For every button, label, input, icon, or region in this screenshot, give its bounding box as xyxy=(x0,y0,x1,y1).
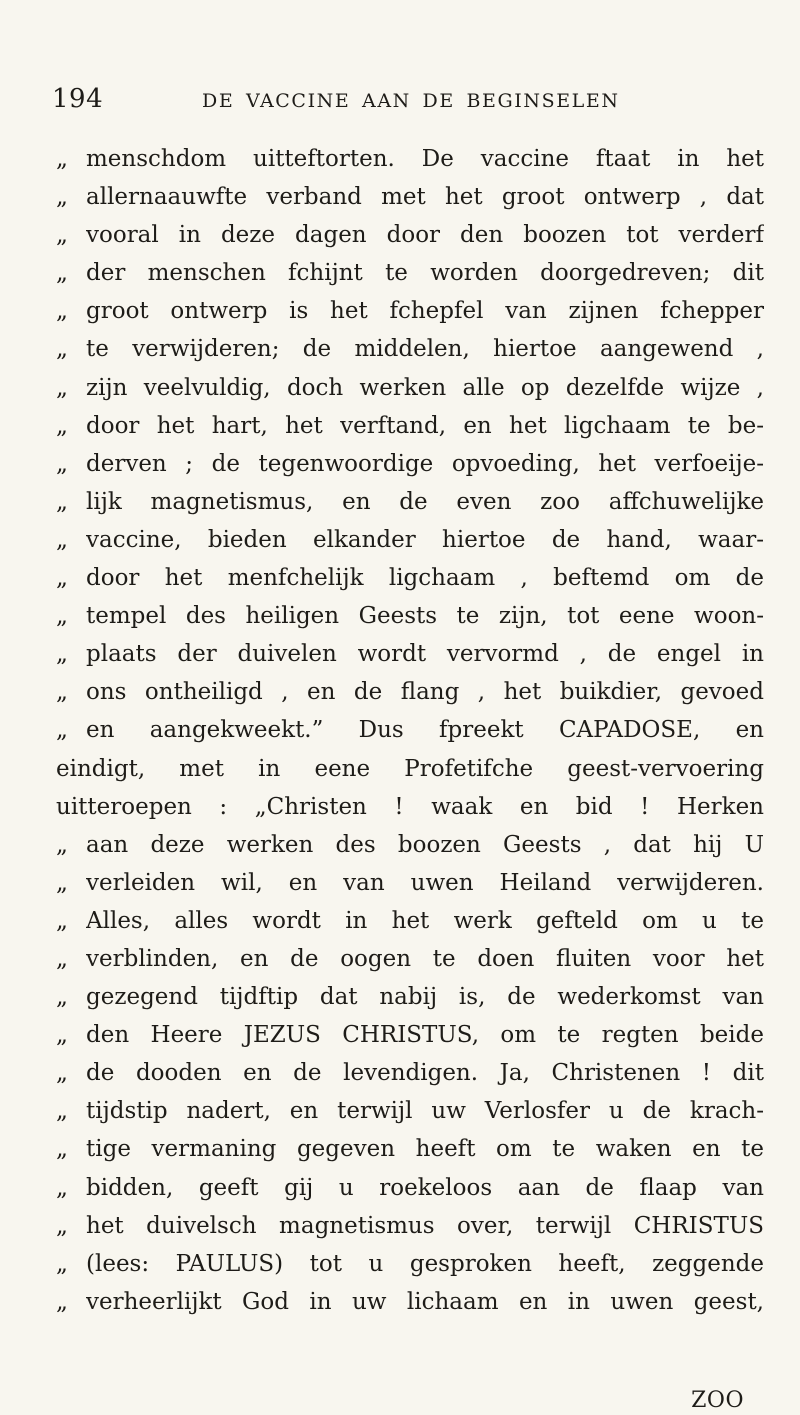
quote-mark: „ xyxy=(56,565,68,592)
quote-mark: „ xyxy=(56,1174,68,1201)
running-head xyxy=(52,84,752,124)
text-line xyxy=(56,978,764,1016)
line-text: het duivelsch magnetismus over, terwijl CHRISTUS xyxy=(86,1212,764,1239)
line-text: (lees: PAULUS) tot u gesproken heeft, zeggende xyxy=(86,1250,764,1277)
text-line xyxy=(56,483,764,521)
line-text: aan deze werken des boozen Geests , dat hij U xyxy=(86,831,764,858)
body-text xyxy=(56,140,764,1321)
quote-mark: „ xyxy=(56,1136,68,1163)
line-text: te verwijderen; de middelen, hiertoe aangewend , xyxy=(86,336,764,363)
text-line xyxy=(56,635,764,673)
text-line xyxy=(56,864,764,902)
quote-mark: „ xyxy=(56,1212,68,1239)
text-line xyxy=(56,1207,764,1245)
line-text: Alles, alles wordt in het werk gefteld om u te xyxy=(86,907,764,934)
quote-mark: „ xyxy=(56,450,68,477)
line-text: den Heere JEZUS CHRISTUS, om te regten beide xyxy=(86,1022,764,1049)
line-text: tempel des heiligen Geests te zijn, tot eene woon- xyxy=(86,603,764,630)
line-text: vooral in deze dagen door den boozen tot verderf xyxy=(86,222,764,249)
catchword: ZOO xyxy=(691,1388,744,1413)
text-line xyxy=(56,407,764,445)
quote-mark: „ xyxy=(56,146,68,172)
line-text: tige vermaning gegeven heeft om te waken en te xyxy=(86,1136,764,1163)
line-text: zijn veelvuldig, doch werken alle op dezelfde wijze , xyxy=(86,374,764,401)
quote-mark: „ xyxy=(56,222,68,249)
text-line xyxy=(56,597,764,635)
text-line xyxy=(56,826,764,864)
line-text: verblinden, en de oogen te doen fluiten voor het xyxy=(86,945,764,972)
text-line xyxy=(56,330,764,368)
line-text: ons ontheiligd , en de flang , het buikdier, gevoed xyxy=(86,679,764,706)
line-text: de dooden en de levendigen. Ja, Christenen ! dit xyxy=(86,1060,764,1087)
quote-mark: „ xyxy=(56,679,68,706)
text-line xyxy=(56,1245,764,1283)
text-line xyxy=(56,1130,764,1168)
quote-mark: „ xyxy=(56,869,68,896)
line-text: eindigt, met in eene Profetifche geest-vervoering xyxy=(56,755,764,782)
line-text: menschdom uitteftorten. De vaccine ftaat in het xyxy=(86,146,764,172)
quote-mark: „ xyxy=(56,1250,68,1277)
text-line xyxy=(56,254,764,292)
text-line xyxy=(56,216,764,254)
text-line xyxy=(56,750,764,788)
quote-mark: „ xyxy=(56,984,68,1011)
text-line xyxy=(56,178,764,216)
page-number: 194 xyxy=(52,84,104,114)
text-line xyxy=(56,940,764,978)
text-line xyxy=(56,369,764,407)
quote-mark: „ xyxy=(56,641,68,668)
line-text: lijk magnetismus, en de even zoo affchuwelijke xyxy=(86,488,764,515)
running-title: DE VACCINE AAN DE BEGINSELEN xyxy=(202,90,620,112)
line-text: tijdstip nadert, en terwijl uw Verlosfer u de krach- xyxy=(86,1098,764,1125)
line-text: vaccine, bieden elkander hiertoe de hand, waar- xyxy=(86,526,764,553)
quote-mark: „ xyxy=(56,1060,68,1087)
text-line xyxy=(56,559,764,597)
line-text: verheerlijkt God in uw lichaam en in uwen geest, xyxy=(86,1288,764,1315)
quote-mark: „ xyxy=(56,1288,68,1315)
line-text: der menschen fchijnt te worden doorgedreven; dit xyxy=(86,260,764,287)
quote-mark: „ xyxy=(56,488,68,515)
quote-mark: „ xyxy=(56,298,68,325)
text-line xyxy=(56,1283,764,1321)
text-line xyxy=(56,1169,764,1207)
text-line xyxy=(56,711,764,749)
quote-mark: „ xyxy=(56,1098,68,1125)
text-line xyxy=(56,902,764,940)
quote-mark: „ xyxy=(56,831,68,858)
line-text: allernaauwfte verband met het groot ontwerp , dat xyxy=(86,184,764,211)
text-line xyxy=(56,1092,764,1130)
line-text: bidden, geeft gij u roekeloos aan de flaap van xyxy=(86,1174,764,1201)
text-line xyxy=(56,292,764,330)
line-text: gezegend tijdftip dat nabij is, de wederkomst van xyxy=(86,984,764,1011)
quote-mark: „ xyxy=(56,945,68,972)
quote-mark: „ xyxy=(56,1022,68,1049)
text-line xyxy=(56,788,764,826)
line-text: plaats der duivelen wordt vervormd , de engel in xyxy=(86,641,764,668)
quote-mark: „ xyxy=(56,717,68,744)
line-text: groot ontwerp is het fchepfel van zijnen fchepper xyxy=(86,298,764,325)
line-text: verleiden wil, en van uwen Heiland verwijderen. xyxy=(86,869,764,896)
line-text: derven ; de tegenwoordige opvoeding, het verfoeije- xyxy=(86,450,764,477)
quote-mark: „ xyxy=(56,336,68,363)
text-line xyxy=(56,521,764,559)
text-line xyxy=(56,140,764,178)
text-line xyxy=(56,445,764,483)
line-text: door het menfchelijk ligchaam , beftemd om de xyxy=(86,565,764,592)
quote-mark: „ xyxy=(56,907,68,934)
quote-mark: „ xyxy=(56,374,68,401)
line-text: uitteroepen : „Christen ! waak en bid ! Herken xyxy=(56,793,764,820)
text-line xyxy=(56,673,764,711)
line-text: en aangekweekt.” Dus fpreekt CAPADOSE, en xyxy=(86,717,764,744)
quote-mark: „ xyxy=(56,260,68,287)
text-line xyxy=(56,1054,764,1092)
quote-mark: „ xyxy=(56,526,68,553)
quote-mark: „ xyxy=(56,412,68,439)
quote-mark: „ xyxy=(56,603,68,630)
quote-mark: „ xyxy=(56,184,68,211)
line-text: door het hart, het verftand, en het ligchaam te be- xyxy=(86,412,764,439)
text-line xyxy=(56,1016,764,1054)
